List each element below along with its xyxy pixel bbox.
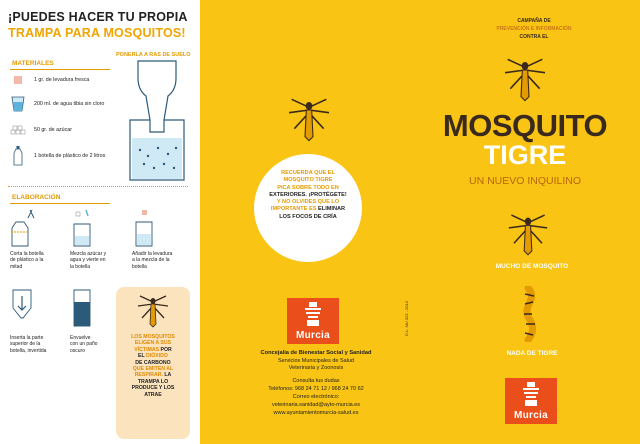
subtitle-inquilino: UN NUEVO INQUILINO: [468, 175, 581, 187]
email-label: Correo electrónico:: [292, 394, 340, 400]
campaign-line1: CAMPAÑA DE: [517, 18, 551, 24]
consulta-label: Consulta tus dudas: [292, 378, 340, 384]
label-mucho-de-mosquito: MUCHO DE MOSQUITO: [495, 263, 569, 270]
invert-top-icon: [10, 288, 36, 333]
org-service: Servicios Municipales de Salud: [277, 358, 355, 364]
murcia-logo: [505, 378, 557, 424]
step-3-text: Añadir la levadura a la mezcla de la botella: [132, 251, 173, 270]
step-1-text: Corta la botella de plástico a la mitad: [10, 251, 44, 270]
mosquito-icon: [284, 94, 334, 147]
elaboracion-heading: ELABORACIÓN: [12, 194, 61, 201]
water-glass-icon: [10, 96, 26, 112]
materials-underline: [10, 69, 110, 70]
title-mosquito: MOSQUITO: [442, 108, 608, 143]
yeast-cube-icon: [10, 72, 26, 88]
mosquito-icon: [136, 292, 170, 333]
material-text: 1 gr. de levadura fresca: [34, 77, 90, 83]
campaign-line3: CONTRA EL: [519, 34, 549, 40]
tiger-tail-icon: [518, 286, 540, 347]
crown-emblem-icon: [302, 302, 324, 328]
phone-numbers: Teléfonos: 968 24 71 12 / 968 24 70 62: [268, 386, 364, 392]
title-tigre: TIGRE: [483, 140, 567, 170]
logo-wordmark: Murcia: [295, 330, 331, 341]
co2-tip-text: LOS MOSQUITOS ELIGEN A SUS VÍCTIMAS POR EL DIÓXIDO DE CARBONO QUE EMITEN AL RESPIRAR. LA TRAMPA LO PRODUCE Y LOS ATRAE: [131, 334, 175, 398]
reminder-text: RECUERDA QUE EL MOSQUITO TIGRE PICA SOBRE TODO EN EXTERIORES. ¡PROTÉGETE! Y NO OLVIDES QUE LO IMPORTANTE ES ELIMINAR LOS FOCOS DE CRÍA: [269, 170, 347, 220]
trap-subtitle: PONERLA A RAS DE SUELO: [116, 52, 191, 58]
material-text: 1 botella de plástico de 2 litros: [34, 153, 106, 159]
mix-sugar-water-icon: [70, 208, 96, 253]
logo-wordmark: Murcia: [513, 410, 549, 421]
email-address[interactable]: veterinaria.sanidad@ayto-murcia.es: [271, 402, 361, 408]
trap-illustration: [124, 60, 190, 182]
website-link[interactable]: www.ayuntamientomurcia-salud.es: [273, 410, 359, 416]
org-department: Veterinaria y Zoonosis: [288, 365, 344, 371]
label-nada-de-tigre: NADA DE TIGRE: [506, 350, 558, 357]
org-name: Concejalía de Bienestar Social y Sanidad: [260, 350, 372, 356]
mosquito-icon: [506, 210, 550, 261]
add-yeast-icon: [132, 208, 158, 253]
campaign-line2: PREVENCIÓN E INFORMACIÓN: [496, 26, 572, 32]
material-item: [10, 72, 89, 88]
murcia-logo: [287, 298, 339, 344]
trap-title-line1: ¡PUEDES HACER TU PROPIA: [8, 10, 188, 24]
material-item: [10, 122, 72, 138]
legal-deposit-code: D.L: MU 323 - 2014: [404, 301, 409, 336]
sugar-pile-icon: [10, 122, 26, 138]
material-item: [10, 148, 105, 164]
wrap-dark-cloth-icon: [70, 288, 96, 333]
material-item: [10, 96, 104, 112]
step-4-text: Inserta la parte superior de la botella, invertida: [10, 335, 47, 354]
crown-emblem-icon: [520, 382, 542, 408]
trap-title-line2: TRAMPA PARA MOSQUITOS!: [8, 26, 186, 40]
material-text: 50 gr. de azúcar: [34, 127, 72, 133]
plastic-bottle-icon: [10, 148, 26, 164]
material-text: 200 ml. de agua tibia sin cloro: [34, 101, 105, 107]
elaboracion-underline: [10, 203, 110, 204]
materials-heading: MATERIALES: [12, 60, 54, 67]
mosquito-icon: [502, 54, 548, 107]
step-2-text: Mezcla azúcar y agua y vierte en la botella: [70, 251, 107, 270]
cut-bottle-icon: [10, 208, 36, 253]
section-divider: [8, 186, 188, 187]
step-5-text: Envuelve con un paño oscuro: [70, 335, 98, 354]
